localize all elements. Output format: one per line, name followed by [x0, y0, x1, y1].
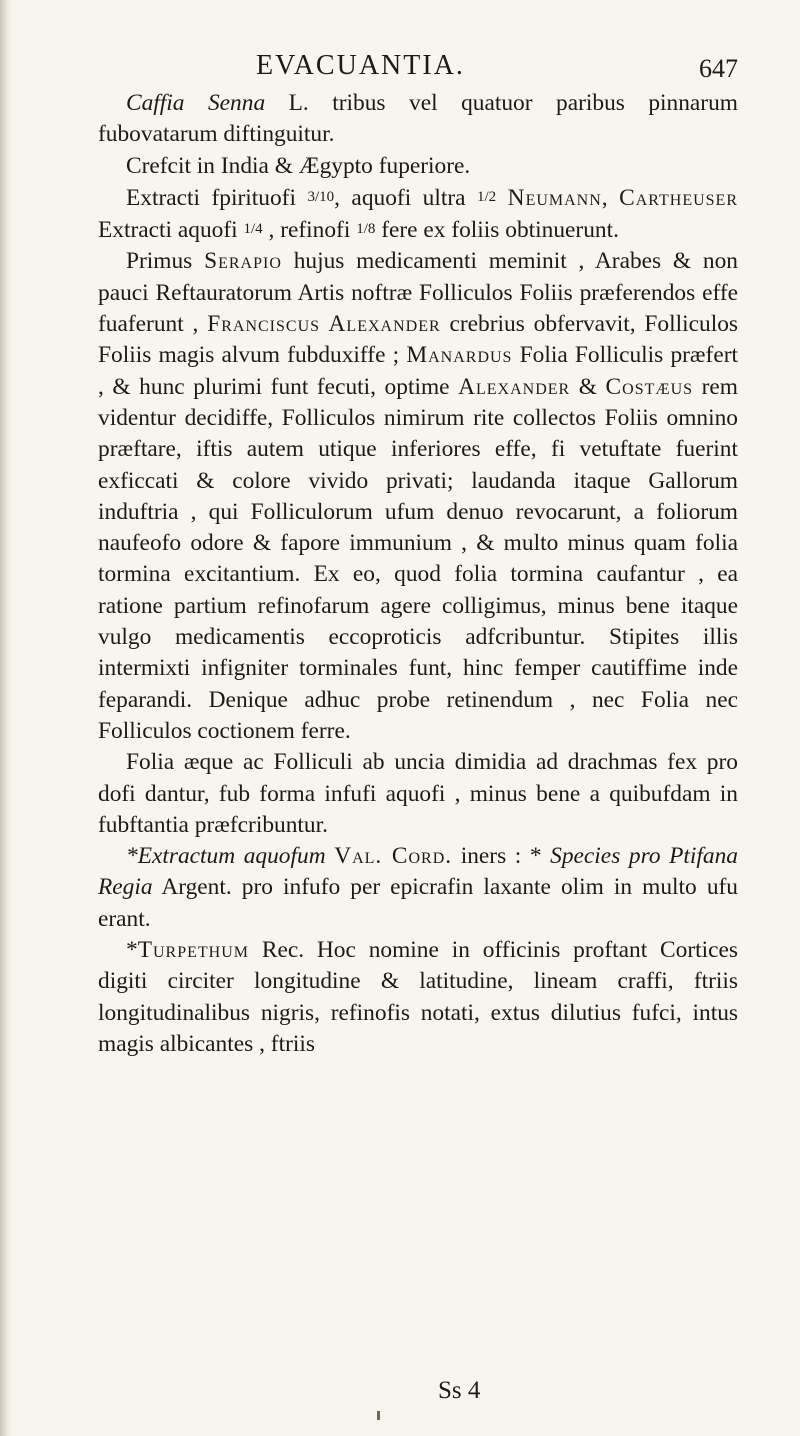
text-run: Neumann — [507, 184, 602, 211]
text-run — [326, 843, 335, 869]
paragraph — [98, 935, 738, 1060]
text-run: crebrius obfervavit, Folliculos Foliis magis alvum fubduxiffe ; — [98, 311, 738, 369]
body-text — [98, 88, 738, 1060]
text-run: Argent. pro infufo per epicrafin laxante olim in multo ufu erant. — [98, 874, 738, 932]
text-run: rem videntur decidiffe, Folliculos nimirum rite collectos Foliis omnino præftare, iftis autem utique inferiores effe, fi vetuftate fuerint exficcati & colore vivido privati; laudanda itaque Gallorum induftria , qui Folliculorum ufum denuo revocarunt, a foliorum naufeofo odore & fapore immunium , & multo minus quam folia tormina excitantium. Ex eo, quod folia tormina caufantur , ea ratione partium refinofarum agere colligimus, minus bene itaque vulgo medicamentis eccoproticis adfcribuntur. Stipites illis intermixti infigniter torminales funt, hinc femper cautiffime inde feparandi. Denique adhuc probe retinendum , nec Folia nec Folliculos coctionem ferre. — [98, 373, 738, 744]
text-run: *Extractum aquofum — [126, 843, 326, 870]
paragraph — [98, 747, 738, 841]
text-run: 3/10 — [307, 188, 335, 205]
running-title: EVACUANTIA. — [256, 50, 465, 81]
text-run: Caffia Senna — [126, 90, 266, 116]
book-page — [98, 0, 738, 1436]
text-run: Species pro Ptifana Regia — [98, 843, 738, 901]
text-run: L. tribus vel quatuor paribus pinnarum fubovatarum diftinguitur. — [98, 90, 738, 148]
text-run: Franciscus Alexander — [207, 311, 441, 338]
paragraph — [98, 182, 738, 247]
paragraph — [98, 88, 738, 151]
text-run: fere ex foliis obtinuerunt. — [375, 217, 619, 244]
text-run: Rec. Hoc nomine in officinis proftant Cortices digiti circiter longitudine & latitudine, lineam craffi, ftriis longitudinalibus nigris, refinofis notati, extus dilutius fufci, intus magis albicantes , ftriis — [98, 937, 738, 1057]
paragraph — [98, 151, 738, 182]
text-run: Costæus — [605, 373, 694, 400]
text-run: * — [126, 937, 138, 964]
text-run: & — [570, 373, 606, 400]
text-run: 1/8 — [356, 221, 376, 238]
binding-gutter — [0, 0, 12, 1436]
text-run: , — [601, 184, 620, 211]
signature-mark: Ss 4 — [438, 1377, 481, 1404]
text-run: Crefcit in India & Ægypto fuperiore. — [126, 152, 471, 179]
page-header — [98, 50, 738, 90]
text-run: Serapio — [204, 248, 282, 275]
text-run: Folia Folliculis præfert , & hunc plurimi funt fecuti, optime — [98, 342, 738, 400]
text-run: Alexander — [458, 373, 571, 400]
text-run — [496, 185, 507, 211]
text-run: 1/2 — [477, 188, 497, 205]
text-run: hujus medicamenti meminit , Arabes & non pauci Reftauratorum Artis noftræ Folliculos Foliis præferendos effe fuaferunt , — [98, 248, 738, 338]
text-run: Turpethum — [137, 937, 249, 964]
text-run: Extracti aquofi — [98, 217, 244, 244]
text-run: Folia æque ac Folliculi ab uncia dimidia ad drachmas fex pro dofi dantur, fub forma infufi aquofi , minus bene a quibufdam in fubftantia præfcribuntur. — [98, 749, 738, 838]
text-run: Extracti fpirituofi — [126, 184, 308, 211]
paragraph — [98, 841, 738, 935]
page-number: 647 — [699, 54, 738, 83]
text-run: Cartheuser — [619, 184, 738, 211]
text-run: Primus — [126, 248, 205, 275]
text-run: Manardus — [406, 342, 513, 369]
text-run: , aquofi ultra — [334, 184, 478, 211]
text-run: , refinofi — [262, 217, 357, 244]
text-run: 1/4 — [243, 221, 263, 238]
text-run: iners : * — [452, 843, 551, 870]
paragraph — [98, 246, 738, 747]
ink-speck — [377, 1411, 380, 1420]
text-run: Val. Cord. — [334, 843, 453, 870]
